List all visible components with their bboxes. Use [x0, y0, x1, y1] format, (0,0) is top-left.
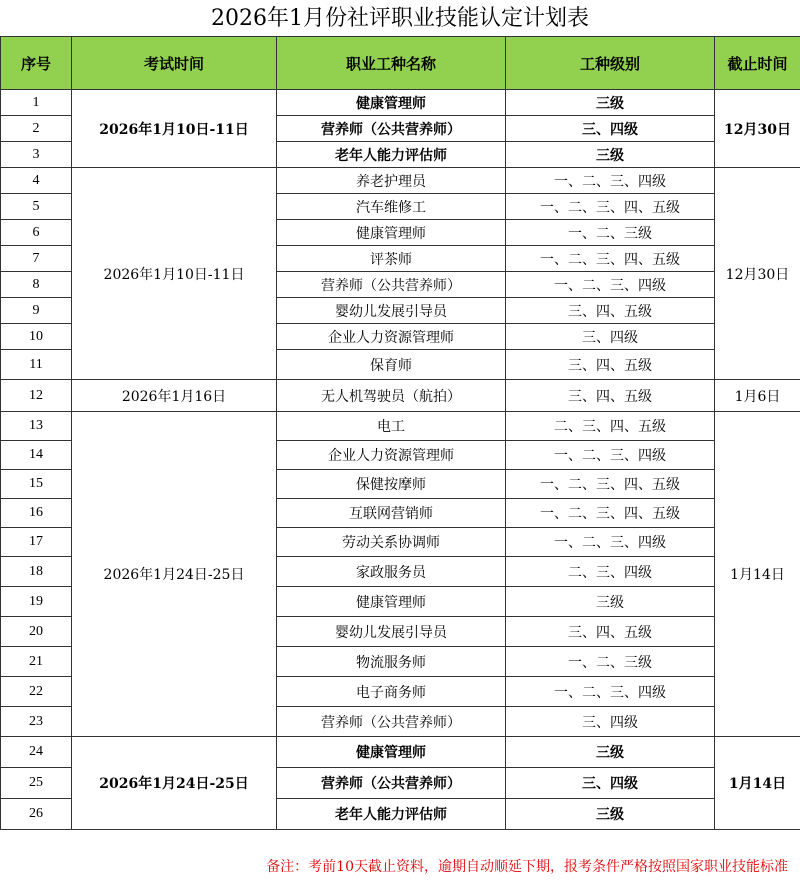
cell-seq: 16 [1, 499, 72, 528]
table-row [1, 90, 800, 116]
cell-level: 三级 [506, 587, 715, 617]
cell-seq: 14 [1, 441, 72, 470]
cell-job: 企业人力资源管理师 [277, 441, 506, 470]
cell-job: 无人机驾驶员（航拍） [277, 380, 506, 412]
cell-level: 一、二、三、四、五级 [506, 499, 715, 528]
cell-job: 健康管理师 [277, 587, 506, 617]
cell-seq: 10 [1, 324, 72, 350]
cell-job: 健康管理师 [277, 737, 506, 768]
cell-seq: 22 [1, 677, 72, 707]
cell-level: 一、二、三级 [506, 220, 715, 246]
cell-level: 一、二、三、四级 [506, 441, 715, 470]
cell-level: 三、四级 [506, 116, 715, 142]
cell-job: 企业人力资源管理师 [277, 324, 506, 350]
cell-seq: 7 [1, 246, 72, 272]
header-job: 职业工种名称 [277, 37, 506, 90]
cell-seq: 5 [1, 194, 72, 220]
cell-seq: 9 [1, 298, 72, 324]
cell-level: 二、三、四级 [506, 557, 715, 587]
cell-level: 一、二、三、四、五级 [506, 194, 715, 220]
header-deadline: 截止时间 [715, 37, 800, 90]
cell-job: 劳动关系协调师 [277, 528, 506, 557]
cell-level: 三级 [506, 90, 715, 116]
cell-exam-time: 2026年1月16日 [72, 380, 277, 412]
cell-job: 保健按摩师 [277, 470, 506, 499]
cell-level: 三级 [506, 737, 715, 768]
cell-job: 健康管理师 [277, 220, 506, 246]
cell-job: 营养师（公共营养师） [277, 272, 506, 298]
cell-seq: 2 [1, 116, 72, 142]
cell-level: 三、四级 [506, 768, 715, 799]
cell-level: 三、四、五级 [506, 298, 715, 324]
cell-level: 三级 [506, 142, 715, 168]
cell-level: 一、二、三、四级 [506, 677, 715, 707]
cell-job: 家政服务员 [277, 557, 506, 587]
cell-seq: 4 [1, 168, 72, 194]
header-exam-time: 考试时间 [72, 37, 277, 90]
cell-job: 电工 [277, 412, 506, 441]
table-row [1, 380, 800, 412]
cell-job: 营养师（公共营养师） [277, 116, 506, 142]
cell-level: 三级 [506, 799, 715, 830]
cell-job: 老年人能力评估师 [277, 142, 506, 168]
cell-seq: 1 [1, 90, 72, 116]
cell-job: 电子商务师 [277, 677, 506, 707]
cell-level: 一、二、三、四级 [506, 272, 715, 298]
cell-seq: 3 [1, 142, 72, 168]
cell-seq: 19 [1, 587, 72, 617]
cell-level: 三、四级 [506, 324, 715, 350]
cell-seq: 17 [1, 528, 72, 557]
table-body [1, 90, 800, 830]
table-row [1, 168, 800, 194]
cell-deadline: 1月14日 [715, 737, 800, 830]
remark-note: 备注：考前10天截止资料，逾期自动顺延下期，报考条件严格按照国家职业技能标准 [266, 859, 788, 875]
cell-exam-time: 2026年1月10日-11日 [72, 168, 277, 380]
cell-level: 三、四级 [506, 707, 715, 737]
cell-job: 汽车维修工 [277, 194, 506, 220]
cell-seq: 12 [1, 380, 72, 412]
cell-job: 评茶师 [277, 246, 506, 272]
cell-seq: 24 [1, 737, 72, 768]
table-header-row [1, 37, 800, 90]
cell-level: 一、二、三、四、五级 [506, 470, 715, 499]
cell-seq: 23 [1, 707, 72, 737]
page-title: 2026年1月份社评职业技能认定计划表 [211, 6, 589, 31]
cell-seq: 26 [1, 799, 72, 830]
cell-seq: 25 [1, 768, 72, 799]
cell-level: 一、二、三、四级 [506, 168, 715, 194]
header-seq: 序号 [1, 37, 72, 90]
cell-job: 营养师（公共营养师） [277, 768, 506, 799]
cell-job: 营养师（公共营养师） [277, 707, 506, 737]
cell-job: 老年人能力评估师 [277, 799, 506, 830]
cell-deadline: 12月30日 [715, 168, 800, 380]
cell-seq: 15 [1, 470, 72, 499]
cell-level: 三、四、五级 [506, 350, 715, 380]
cell-job: 互联网营销师 [277, 499, 506, 528]
table-row [1, 412, 800, 441]
cell-job: 健康管理师 [277, 90, 506, 116]
cell-job: 婴幼儿发展引导员 [277, 617, 506, 647]
certification-plan-table [0, 36, 800, 830]
cell-level: 三、四、五级 [506, 617, 715, 647]
cell-deadline: 1月6日 [715, 380, 800, 412]
cell-level: 一、二、三、四、五级 [506, 246, 715, 272]
cell-job: 婴幼儿发展引导员 [277, 298, 506, 324]
cell-seq: 11 [1, 350, 72, 380]
cell-seq: 21 [1, 647, 72, 677]
cell-seq: 6 [1, 220, 72, 246]
cell-level: 一、二、三级 [506, 647, 715, 677]
cell-exam-time: 2026年1月10日-11日 [72, 90, 277, 168]
cell-level: 一、二、三、四级 [506, 528, 715, 557]
cell-deadline: 1月14日 [715, 412, 800, 737]
header-level: 工种级别 [506, 37, 715, 90]
cell-deadline: 12月30日 [715, 90, 800, 168]
table-row [1, 737, 800, 768]
cell-seq: 13 [1, 412, 72, 441]
cell-seq: 20 [1, 617, 72, 647]
cell-job: 保育师 [277, 350, 506, 380]
cell-job: 养老护理员 [277, 168, 506, 194]
cell-seq: 8 [1, 272, 72, 298]
cell-level: 三、四、五级 [506, 380, 715, 412]
cell-exam-time: 2026年1月24日-25日 [72, 412, 277, 737]
cell-exam-time: 2026年1月24日-25日 [72, 737, 277, 830]
cell-level: 二、三、四、五级 [506, 412, 715, 441]
cell-job: 物流服务师 [277, 647, 506, 677]
cell-seq: 18 [1, 557, 72, 587]
